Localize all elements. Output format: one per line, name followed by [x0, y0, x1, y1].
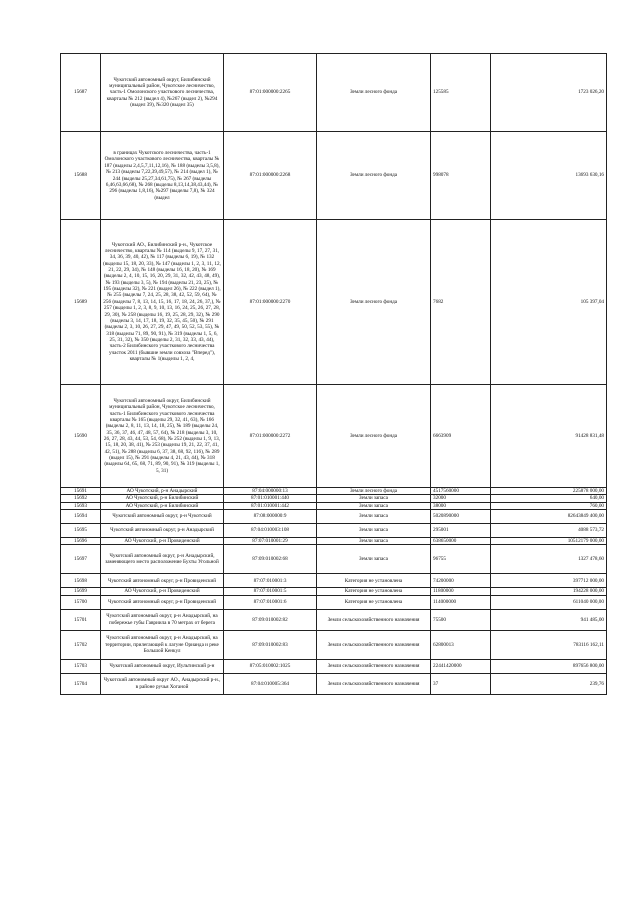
row-number-text: 15700	[74, 599, 87, 606]
cadastral-value-text: 397712 000,00	[572, 577, 604, 584]
row-number	[61, 609, 101, 630]
cadastral-number	[224, 588, 317, 595]
location-description	[101, 510, 224, 524]
cadastral-value-text: 897656 800,00	[572, 663, 604, 670]
location-description	[101, 659, 224, 673]
table-row	[61, 510, 607, 524]
cadastral-number-text: 87:01:000000:2265	[249, 89, 291, 96]
land-category	[317, 54, 431, 132]
cadastral-value-text: 941 485,00	[580, 616, 604, 623]
cadastral-value	[491, 495, 607, 502]
row-number-text: 15689	[74, 298, 87, 305]
area-value-text: 114000000	[433, 599, 457, 606]
row-number-text: 15692	[74, 495, 87, 502]
row-number-text: 15691	[74, 488, 87, 494]
cadastral-number	[224, 595, 317, 609]
cadastral-value	[491, 630, 607, 659]
area-value	[431, 659, 491, 673]
location-description	[101, 545, 224, 574]
cadastral-number-text: 87:09:010002:82	[252, 616, 288, 623]
table-row	[61, 545, 607, 574]
location-description-text: Чукотский автономный округ, р-н Анадырский, заменяющего место расположение Бухты Угольной	[105, 553, 219, 566]
land-category	[317, 502, 431, 509]
cadastral-number	[224, 659, 317, 673]
area-value-text: 4517560000	[433, 488, 459, 494]
area-value	[431, 595, 491, 609]
cadastral-value	[491, 510, 607, 524]
table-row	[61, 659, 607, 673]
table-row	[61, 673, 607, 694]
table-row	[61, 488, 607, 495]
cadastral-value	[491, 595, 607, 609]
area-value	[431, 538, 491, 545]
location-description	[101, 220, 224, 385]
cadastral-value	[491, 673, 607, 694]
area-value	[431, 495, 491, 502]
row-number-text: 15701	[74, 616, 87, 623]
cadastral-number	[224, 545, 317, 574]
cadastral-number	[224, 630, 317, 659]
location-description-text: Чукотский автономный округ, р-н Чукотский	[112, 513, 212, 520]
area-value	[431, 385, 491, 488]
cadastral-number-text: 87:09:010002:68	[252, 556, 288, 563]
location-description-text: Чукотский автономный округ, Иультинский р-н	[109, 663, 215, 670]
cadastral-number-text: 87:01:000000:2272	[249, 432, 291, 439]
location-description	[101, 495, 224, 502]
cadastral-number-text: 87:08:000000:9	[253, 513, 287, 520]
cadastral-number-text: 87:01:010001:440	[250, 495, 290, 502]
row-number	[61, 538, 101, 545]
cadastral-value	[491, 659, 607, 673]
area-value	[431, 220, 491, 385]
location-description	[101, 673, 224, 694]
row-number	[61, 545, 101, 574]
location-description	[101, 609, 224, 630]
land-category-text: Земли лесного фонда	[349, 298, 398, 305]
cadastral-number-text: 87:07:010001:5	[253, 588, 287, 595]
land-category-text: Земли сельскохозяйственного назначения	[327, 680, 420, 687]
cadastral-number	[224, 538, 317, 545]
row-number	[61, 132, 101, 220]
cadastral-value	[491, 385, 607, 488]
land-category	[317, 588, 431, 595]
location-description-text: АО Чукотский, р-н Билибинский	[125, 495, 199, 502]
land-category	[317, 132, 431, 220]
row-number-text: 15698	[74, 577, 87, 584]
cadastral-value	[491, 545, 607, 574]
cadastral-value	[491, 488, 607, 495]
row-number	[61, 659, 101, 673]
cadastral-number	[224, 673, 317, 694]
table-row	[61, 385, 607, 488]
location-description	[101, 574, 224, 588]
location-description-text: АО Чукотский, р-н Билибинский	[125, 502, 199, 509]
land-category-text: Категория не установлена	[344, 577, 403, 584]
land-category-text: Земли запаса	[359, 556, 388, 563]
area-value	[431, 673, 491, 694]
row-number-text: 15702	[74, 641, 87, 648]
cadastral-value	[491, 132, 607, 220]
location-description	[101, 54, 224, 132]
cadastral-value	[491, 609, 607, 630]
location-description-text: АО Чукотский, р-н Провиденский	[124, 538, 200, 545]
cadastral-number-text: 87:07:010001:29	[252, 538, 288, 545]
cadastral-value	[491, 220, 607, 385]
land-category	[317, 630, 431, 659]
land-category	[317, 220, 431, 385]
row-number	[61, 54, 101, 132]
row-number	[61, 524, 101, 538]
land-category-text: Земли сельскохозяйственного назначения	[327, 641, 420, 648]
table-row	[61, 524, 607, 538]
cadastral-value-text: 611040 000,00	[573, 599, 604, 606]
area-value-text: 7682	[433, 298, 444, 305]
table-row	[61, 502, 607, 509]
table-row	[61, 495, 607, 502]
land-category-text: Земли запаса	[359, 538, 388, 545]
land-category-text: Земли лесного фонда	[349, 89, 398, 96]
area-value	[431, 588, 491, 595]
land-category-text: Земли запаса	[359, 495, 388, 502]
cadastral-number	[224, 132, 317, 220]
cadastral-value	[491, 574, 607, 588]
cadastral-number	[224, 510, 317, 524]
location-description-text: АО Чукотский, р-н Провиденский	[124, 588, 200, 595]
row-number	[61, 510, 101, 524]
cadastral-number-text: 87:04:000000:13	[252, 488, 288, 494]
location-description	[101, 502, 224, 509]
cadastral-number	[224, 488, 317, 495]
cadastral-value	[491, 524, 607, 538]
row-number-text: 15688	[74, 172, 87, 179]
row-number-text: 15697	[74, 556, 87, 563]
location-description-text: Чукотский автономный округ, р-н Провиденский	[107, 599, 217, 606]
land-category	[317, 524, 431, 538]
table-row	[61, 574, 607, 588]
land-category-text: Земли сельскохозяйственного назначения	[327, 663, 420, 670]
cadastral-number-text: 87:01:000000:2270	[249, 298, 291, 305]
location-description	[101, 385, 224, 488]
cadastral-number	[224, 524, 317, 538]
area-value-text: 5020890000	[433, 513, 459, 520]
cadastral-number-text: 87:05:010002:1025	[249, 663, 291, 670]
table-row	[61, 588, 607, 595]
area-value	[431, 524, 491, 538]
cadastral-number	[224, 609, 317, 630]
row-number	[61, 595, 101, 609]
land-category	[317, 510, 431, 524]
land-category-text: Земли сельскохозяйственного назначения	[327, 616, 420, 623]
area-value-text: 125585	[433, 89, 449, 96]
cadastral-value-text: 10512179 000,00	[567, 538, 604, 545]
row-number	[61, 385, 101, 488]
cadastral-number	[224, 502, 317, 509]
land-category	[317, 595, 431, 609]
cadastral-value	[491, 502, 607, 509]
row-number	[61, 220, 101, 385]
cadastral-value-text: 760,00	[589, 502, 604, 509]
cadastral-value-text: 194228 000,00	[572, 588, 604, 595]
cadastral-value	[491, 538, 607, 545]
cadastral-number-text: 87:01:010001:442	[250, 502, 290, 509]
cadastral-value-text: 783116 162,11	[573, 641, 604, 648]
cadastral-value-text: 1723 026,20	[578, 89, 604, 96]
land-register-table	[60, 53, 607, 695]
cadastral-value-text: 1327 478,60	[578, 556, 604, 563]
table-row	[61, 609, 607, 630]
area-value-text: 998078	[433, 172, 449, 179]
cadastral-value-text: 105 397,04	[580, 298, 604, 305]
area-value	[431, 54, 491, 132]
row-number-text: 15690	[74, 432, 87, 439]
land-category	[317, 673, 431, 694]
land-category-text: Земли лесного фонда	[349, 172, 398, 179]
area-value	[431, 630, 491, 659]
row-number-text: 15699	[74, 588, 87, 595]
area-value-text: 32000	[433, 495, 446, 502]
area-value-text: 38000	[433, 502, 446, 509]
cadastral-number	[224, 54, 317, 132]
location-description-text: Чукотский автономный округ, р-н Анадырский	[110, 527, 214, 534]
area-value-text: 638650000	[433, 538, 457, 545]
land-category-text: Земли запаса	[359, 502, 388, 509]
cadastral-number	[224, 385, 317, 488]
area-value-text: 96755	[433, 556, 446, 563]
cadastral-value-text: 239,76	[589, 680, 604, 687]
area-value-text: 295001	[433, 527, 449, 534]
land-category	[317, 545, 431, 574]
land-category-text: Земли запаса	[359, 513, 388, 520]
cadastral-value-text: 225878 000,00	[572, 488, 604, 494]
location-description-text: Чукотский автономный округ, р-н Провиденский	[107, 577, 217, 584]
cadastral-number-text: 87:07:010001:6	[253, 599, 287, 606]
location-description-text: Чукотский автономный округ АО., Анадырский р-н., в районе ручья Хоганой	[103, 677, 221, 690]
land-category	[317, 538, 431, 545]
area-value	[431, 609, 491, 630]
location-description	[101, 595, 224, 609]
area-value-text: 75500	[433, 616, 446, 623]
area-value-text: 6663909	[433, 432, 452, 439]
cadastral-value-text: 640,00	[589, 495, 604, 502]
area-value-text: 22441420000	[433, 663, 462, 670]
location-description	[101, 630, 224, 659]
location-description	[101, 588, 224, 595]
location-description-text: Чукотский автономный округ, р-н Анадырский, на побережье губы Гавриила в 70 метрах от берега	[106, 613, 218, 626]
cadastral-value	[491, 54, 607, 132]
location-description-text: Чукотский автономный округ, Билибинский муниципальный район, Чукотское лесничество, часть-1 Омолонского участкового лесничества, кварталы № 212 (выдел 4), №267 (выдел 2), №294 (выдел 39), №320 (выдел 35)	[106, 76, 218, 109]
area-value	[431, 132, 491, 220]
land-category	[317, 488, 431, 495]
table-row	[61, 630, 607, 659]
row-number-text: 15703	[74, 663, 87, 670]
land-category-text: Земли лесного фонда	[349, 488, 398, 494]
cadastral-number-text: 87:01:000000:2268	[249, 172, 291, 179]
cadastral-value-text: 4088 573,72	[578, 527, 604, 534]
table-row	[61, 220, 607, 385]
table-body	[61, 54, 607, 695]
table-row	[61, 132, 607, 220]
location-description-text: Чукотский автономный округ, р-н Анадырский, на территории, прилегающей к лагуне Орианда и реке Большой Кенкул	[105, 635, 219, 654]
table-row	[61, 538, 607, 545]
table-row	[61, 54, 607, 132]
land-category-text: Земли запаса	[359, 527, 388, 534]
land-category-text: Категория не установлена	[344, 599, 403, 606]
cadastral-number-text: 87:04:010003:108	[250, 527, 290, 534]
row-number-text: 15704	[74, 680, 87, 687]
area-value	[431, 502, 491, 509]
area-value-text: 74200000	[433, 577, 454, 584]
location-description	[101, 538, 224, 545]
area-value-text: 11800000	[433, 588, 454, 595]
location-description	[101, 488, 224, 495]
row-number	[61, 673, 101, 694]
cadastral-value	[491, 588, 607, 595]
location-description-text: АО Чукотский, р-н Анадырский	[126, 488, 198, 494]
area-value	[431, 510, 491, 524]
cadastral-number-text: 87:09:010002:83	[252, 641, 288, 648]
area-value	[431, 574, 491, 588]
location-description-text: в границах Чукотского лесничества, часть-1 Омолонского участкового лесничества, кварталы № 187 (выделы 2,4,5,7,11,12,16), № 188 (выделы 3,5,8), № 213 (выделы 7,22,39,49,57), № 214 (выдел 1), № 244 (выделы 25,27,34,61,75), № 267 (выделы 6,46,63,66,68), № 268 (выделы 8,13,14,38,43,44), № 296 (выделы 1,8,16), №297 (выделы 7,8), № 324 (выдел	[104, 150, 220, 201]
row-number-text: 15695	[74, 527, 87, 534]
land-category	[317, 574, 431, 588]
cadastral-number	[224, 574, 317, 588]
cadastral-value-text: 82643849 400,00	[567, 513, 604, 520]
row-number	[61, 630, 101, 659]
cadastral-value-text: 91428 831,48	[575, 432, 604, 439]
land-category	[317, 609, 431, 630]
cadastral-number	[224, 495, 317, 502]
row-number-text: 15693	[74, 502, 87, 509]
row-number	[61, 502, 101, 509]
land-category	[317, 385, 431, 488]
row-number	[61, 574, 101, 588]
row-number-text: 15696	[74, 538, 87, 545]
area-value	[431, 488, 491, 495]
land-category	[317, 659, 431, 673]
row-number-text: 15687	[74, 89, 87, 96]
land-category-text: Категория не установлена	[344, 588, 403, 595]
cadastral-number-text: 87:04:010005:364	[250, 680, 290, 687]
row-number-text: 15694	[74, 513, 87, 520]
area-value-text: 62800013	[433, 641, 454, 648]
cadastral-number	[224, 220, 317, 385]
area-value-text: 37	[433, 680, 439, 687]
row-number	[61, 588, 101, 595]
location-description	[101, 524, 224, 538]
land-category	[317, 495, 431, 502]
location-description-text: Чукотский АО., Билибинский р-н., Чукотское лесничество, кварталы № 114 (выделы 9, 17, 27, 31, 34, 36, 39, 40, 42), № 117 (выделы 6, 19), № 132 (выделы 15, 18, 20, 33), № 147 (выделы 1, 2, 3, 11, 12, 21, 22, 29, 34), № 148 (выделы 16, 18, 20), № 169 (выделы 2, 4, 10, 15, 16, 20, 29, 31, 32, 42, 43, 48, 49), № 193 (выделы 3, 5), № 194 (выделы 21, 23, 25), № 195 (выделы 32), № 221 (выдел 26), № 222 (выдел 1), № 255 (выделы 7, 24, 25, 28, 38, 42, 52, 59, 64), № 256 (выделы 7, 8, 13, 14, 15, 16, 17, 18, 24, 26, 37,), № 257 (выделы 1, 2, 3, 8, 9, 10, 13, 16, 24, 25, 26, 27, 28, 29, 30), № 258 (выделы 16, 19, 25, 28, 29, 32), № 290 (выделы 3, 14, 17, 18, 19, 32, 35, 45, 50), № 291 (выделы 2, 3, 10, 26, 27, 29, 47, 49, 50, 52, 53, 55), № 318 (выделы 71, 89, 90, 91), № 319 (выделы 1, 5, 6, 25, 31, 32), № 350 (выделы 2, 31, 32, 33, 43, 44), часть-2 Билибинского участкового лесничества участок 2011 (бывшие земли совхоза "Вперед"), кварталы № 1(выделы 1, 2, 4,	[103, 241, 221, 362]
location-description	[101, 132, 224, 220]
area-value	[431, 545, 491, 574]
row-number	[61, 488, 101, 495]
table-row	[61, 595, 607, 609]
cadastral-number-text: 87:07:010001:3	[253, 577, 287, 584]
location-description-text: Чукотский автономный округ, Билибинский муниципальный район, Чукотское лесничество, часть-1 Билибинского участкового лесничества кварталы № 165 (выделы 29, 32, 41, 63), № 166 (выделы 2, 8, 11, 13, 14, 18, 25), № 189 (выделы 24, 35, 36, 37, 46, 47, 48, 57, 64), № 218 (выделы 3, 10, 26, 27, 28, 43, 44, 53, 54, 68), № 252 (выделы 1, 9, 13, 15, 18, 20, 38, 41), № 253 (выделы 19, 21, 22, 37, 41, 42, 51), № 288 (выделы 6, 37, 38, 68, 92, 116), № 289 (выдел 15), № 291 (выделы 4, 21, 43, 44), № 318 (выделы 64, 65, 68, 71, 89, 90, 91), № 319 (выделы 1, 5, 31)	[103, 397, 221, 474]
land-category-text: Земли лесного фонда	[349, 432, 398, 439]
cadastral-value-text: 13693 630,16	[575, 172, 604, 179]
row-number	[61, 495, 101, 502]
